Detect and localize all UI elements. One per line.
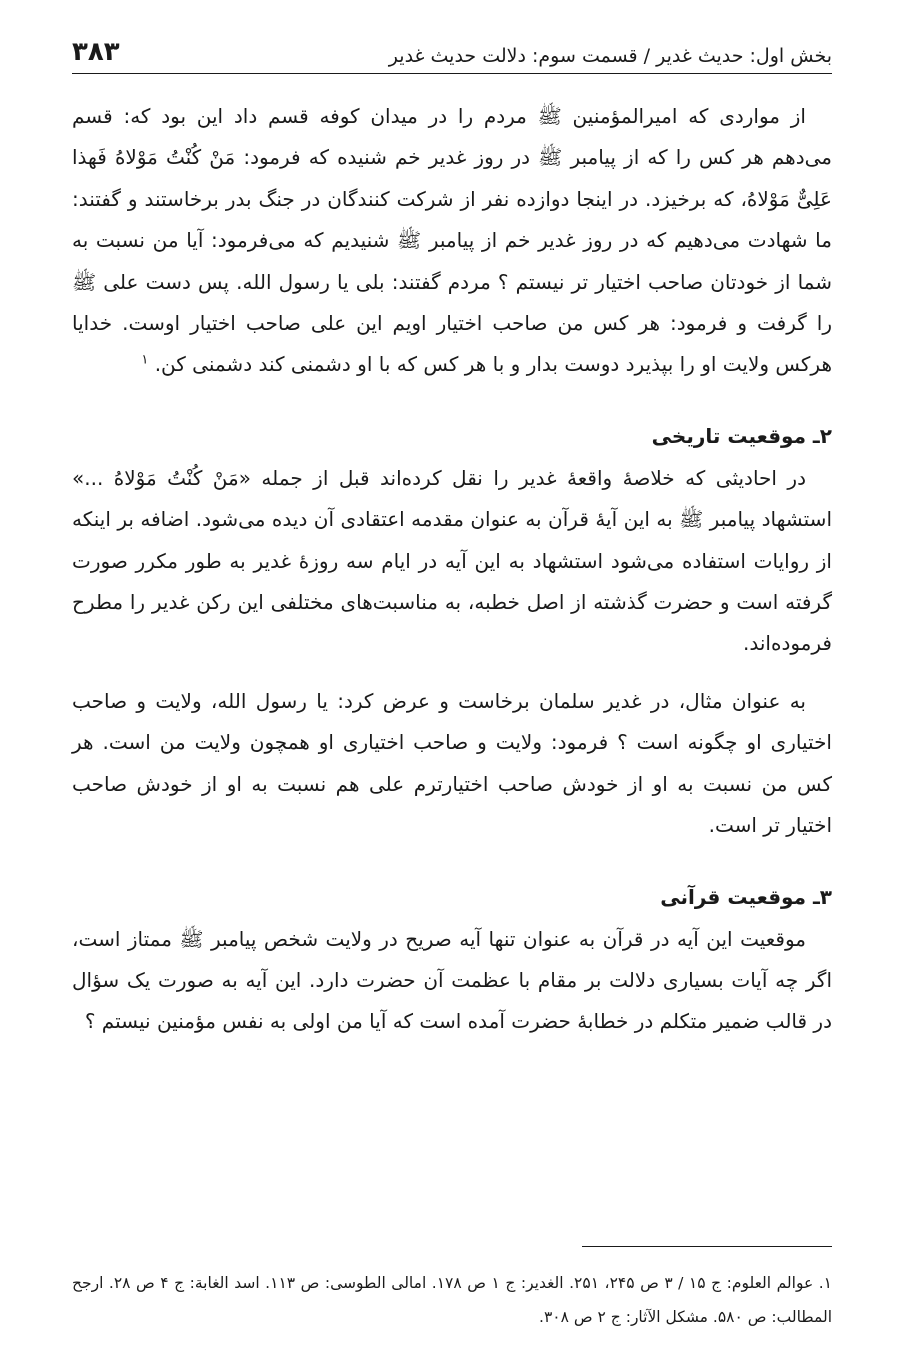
running-header bbox=[72, 22, 832, 74]
footnotes bbox=[72, 1266, 832, 1334]
paragraph-kufa-oath bbox=[72, 96, 832, 386]
paragraph-quranic-position: موقعیت این آیه در قرآن به عنوان تنها آیه صریح در ولایت شخص پیامبر ﷺ ممتاز است، اگر چه آیات بسیاری دلالت بر مقام با عظمت آن حضرت دارد. این آیه به صورت یک سؤال در قالب ضمیر متکلم در خطابهٔ حضرت آمده است که آیا من اولی به نفس مؤمنین نیستم ؟ bbox=[72, 926, 832, 1034]
paragraph-text: از مواردی که امیرالمؤمنین ﷺ مردم را در میدان کوفه قسم داد این بود که: قسم می‌دهم هر کس را که از پیامبر ﷺ در روز غدیر خم شنیده که فرمود: مَنْ کُنْتُ مَوْلاهُ فَهذا عَلِیٌّ مَوْلاهُ، که برخیزد. در اینجا دوازده نفر از شرکت کنندگان در جنگ بدر برخاستند و گفتند: ما شهادت می‌دهیم که در روز غدیر خم از پیامبر ﷺ شنیدیم که می‌فرمود: آیا من نسبت به شما از خودتان صاحب اختیار تر نیستم ؟ مردم گفتند: بلی یا رسول الله. پس دست علی ﷺ را گرفت و فرمود: هر کس من صاحب اختیار اویم این علی صاحب اختیار اوست. خدایا هرکس ولایت او را بپذیرد دوست بدار و با هر کس که با او دشمنی کند دشمنی کن. bbox=[72, 104, 832, 377]
book-page bbox=[72, 22, 832, 1352]
paragraph-historical-position: در احادیثی که خلاصهٔ واقعهٔ غدیر را نقل کرده‌اند قبل از جمله «مَنْ کُنْتُ مَوْلاهُ ...» استشهاد پیامبر ﷺ به این آیهٔ قرآن به عنوان مقدمه اعتقادی آن دیده می‌شود. اضافه بر اینکه از روایات استفاده می‌شود استشهاد به این آیه در ایام سه روزهٔ غدیر به طور مکرر صورت گرفته است و حضرت گذشته از اصل خطبه، به مناسبت‌های مختلفی این رکن غدیر را مطرح فرموده‌اند. bbox=[72, 465, 832, 656]
header-title: بخش اول: حدیث غدیر / قسمت سوم: دلالت حدیث غدیر bbox=[388, 45, 832, 67]
footnote-item: ۱. عوالم العلوم: ج ۱۵ / ۳ ص ۲۴۵، ۲۵۱. الغدیر: ج ۱ ص ۱۷۸. امالی الطوسی: ص ۱۱۳. اسد الغابة: ج ۴ ص ۲۸. ارجح المطالب: ص ۵۸۰. مشکل الآثار: ج ۲ ص ۳۰۸. bbox=[72, 1274, 832, 1326]
footnote-divider bbox=[582, 1246, 832, 1247]
section-heading-quranic: ۳ـ موقعیت قرآنی bbox=[660, 884, 832, 909]
section-heading-historical: ۲ـ موقعیت تاریخی bbox=[651, 423, 832, 448]
footnote-reference: ۱ bbox=[141, 352, 149, 368]
page-number: ۳۸۳ bbox=[72, 37, 120, 67]
main-content bbox=[72, 96, 832, 1043]
paragraph-salman-example: به عنوان مثال، در غدیر سلمان برخاست و عرض کرد: یا رسول الله، ولایت و صاحب اختیاری او چگونه است ؟ فرمود: ولایت و صاحب اختیاری او همچون ولایت من است. هر کس من نسبت به او از خودش صاحب اختیارترم علی هم نسبت به او از خودش صاحب اختیار تر است. bbox=[72, 688, 832, 838]
